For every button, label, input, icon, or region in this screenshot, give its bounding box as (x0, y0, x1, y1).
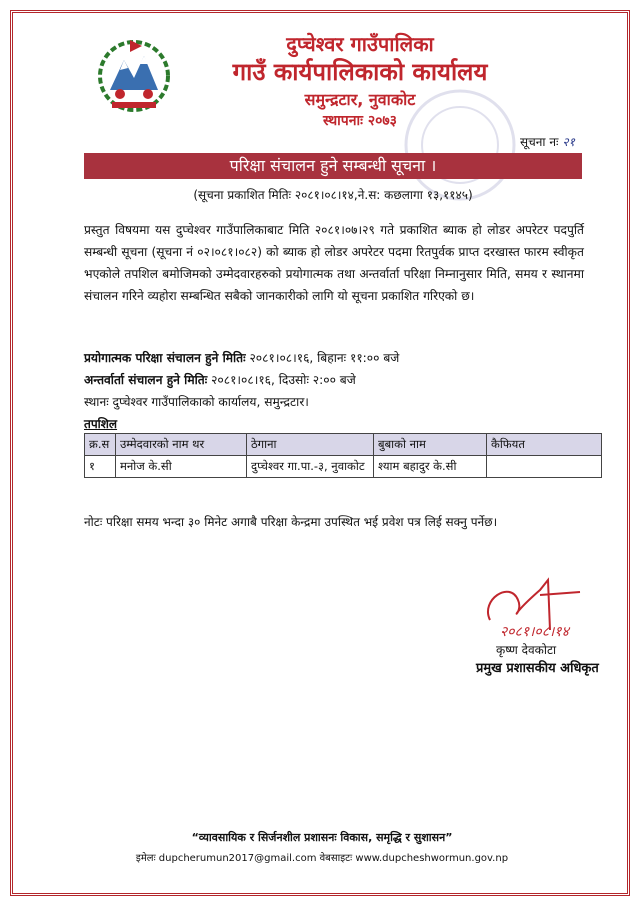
table-title: तपशिल (84, 417, 118, 431)
notice-number-label: सूचना नः (520, 135, 559, 149)
notice-title: परिक्षा संचालन हुने सम्बन्धी सूचना । (84, 153, 582, 179)
practical-exam-line (84, 349, 399, 366)
col-header-address: ठेगाना (247, 434, 374, 456)
office-address: समुन्द्रटार, नुवाकोट (304, 90, 416, 109)
established-date: स्थापनाः २०७३ (323, 113, 397, 129)
notice-number (520, 133, 575, 150)
practical-exam-label: प्रयोगात्मक परिक्षा संचालन हुने मितिः (84, 351, 246, 365)
notice-body: प्रस्तुत विषयमा यस दुप्चेश्वर गाउँपालिकाबाट मिति २०८१।०७।२९ गते प्रकाशित ब्याक हो लोडर अपरेटर पदपुर्ति सम्बन्धी सूचना (सूचना नं ०२।०८१।०८२) को ब्याक हो लोडर अपरेटर पदमा रितपुर्वक प्राप्त दरखास्त फारम स्वीकृत भएकोले तपशिल बमोजिमको उम्मेदवारहरुको प्रयोगात्मक तथा अन्तर्वार्ता परिक्षा निम्नानुसार मिति, समय र स्थानमा संचालन गरिने व्यहोरा सम्बन्धित सबैको जानकारीको लागि यो सूचना प्रकाशित गरिएको छ। (84, 223, 584, 303)
venue-value: दुप्चेश्वर गाउँपालिकाको कार्यालय, समुन्द्रटार। (112, 395, 309, 409)
signature-date: २०८१।०८।१४ (500, 624, 569, 640)
col-header-name: उम्मेदवारको नाम थर (116, 434, 247, 456)
venue-label: स्थानः (84, 395, 109, 409)
cell-address: दुप्चेश्वर गा.पा.-३, नुवाकोट (247, 456, 374, 478)
footer-slogan: “व्यावसायिक र सिर्जनशील प्रशासनः विकास, समृद्धि र सुशासन” (191, 831, 453, 844)
cell-remarks (487, 456, 602, 478)
footer-contact: इमेलः dupcherumun2017@gmail.com वेबसाइटः www.dupcheshwormun.gov.np (135, 853, 509, 864)
signatory-name: कृष्ण देवकोटा (496, 643, 557, 657)
municipality-name: दुप्चेश्वर गाउँपालिका (286, 32, 434, 56)
notice-number-value: २१ (562, 135, 575, 149)
candidate-table (84, 433, 602, 478)
signatory-title: प्रमुख प्रशासकीय अधिकृत (476, 661, 599, 676)
signature-image (470, 570, 610, 640)
interview-value: २०८१।०८।१६, दिउसोः २:०० बजे (211, 373, 356, 387)
exam-note: नोटः परिक्षा समय भन्दा ३० मिनेट अगाबै परिक्षा केन्द्रमा उपस्थित भई प्रवेश पत्र लिई सक्नु पर्नेछ। (84, 515, 498, 529)
published-date: (सूचना प्रकाशित मितिः २०८१।०८।१४,ने.स: कछलागा १३,११४५) (193, 188, 473, 202)
table-row (85, 456, 602, 478)
interview-line (84, 371, 356, 388)
col-header-remarks: कैफियत (487, 434, 602, 456)
cell-serial: १ (85, 456, 116, 478)
table-header-row (85, 434, 602, 456)
venue-line (84, 393, 309, 410)
practical-exam-value: २०८१।०८।१६, बिहानः ११:०० बजे (249, 351, 400, 365)
office-name: गाउँ कार्यपालिकाको कार्यालय (232, 58, 488, 86)
col-header-father: बुबाको नाम (374, 434, 487, 456)
col-header-serial: क्र.स (85, 434, 116, 456)
interview-label: अन्तर्वार्ता संचालन हुने मितिः (84, 373, 208, 387)
cell-father: श्याम बहादुर के.सी (374, 456, 487, 478)
cell-name: मनोज के.सी (116, 456, 247, 478)
